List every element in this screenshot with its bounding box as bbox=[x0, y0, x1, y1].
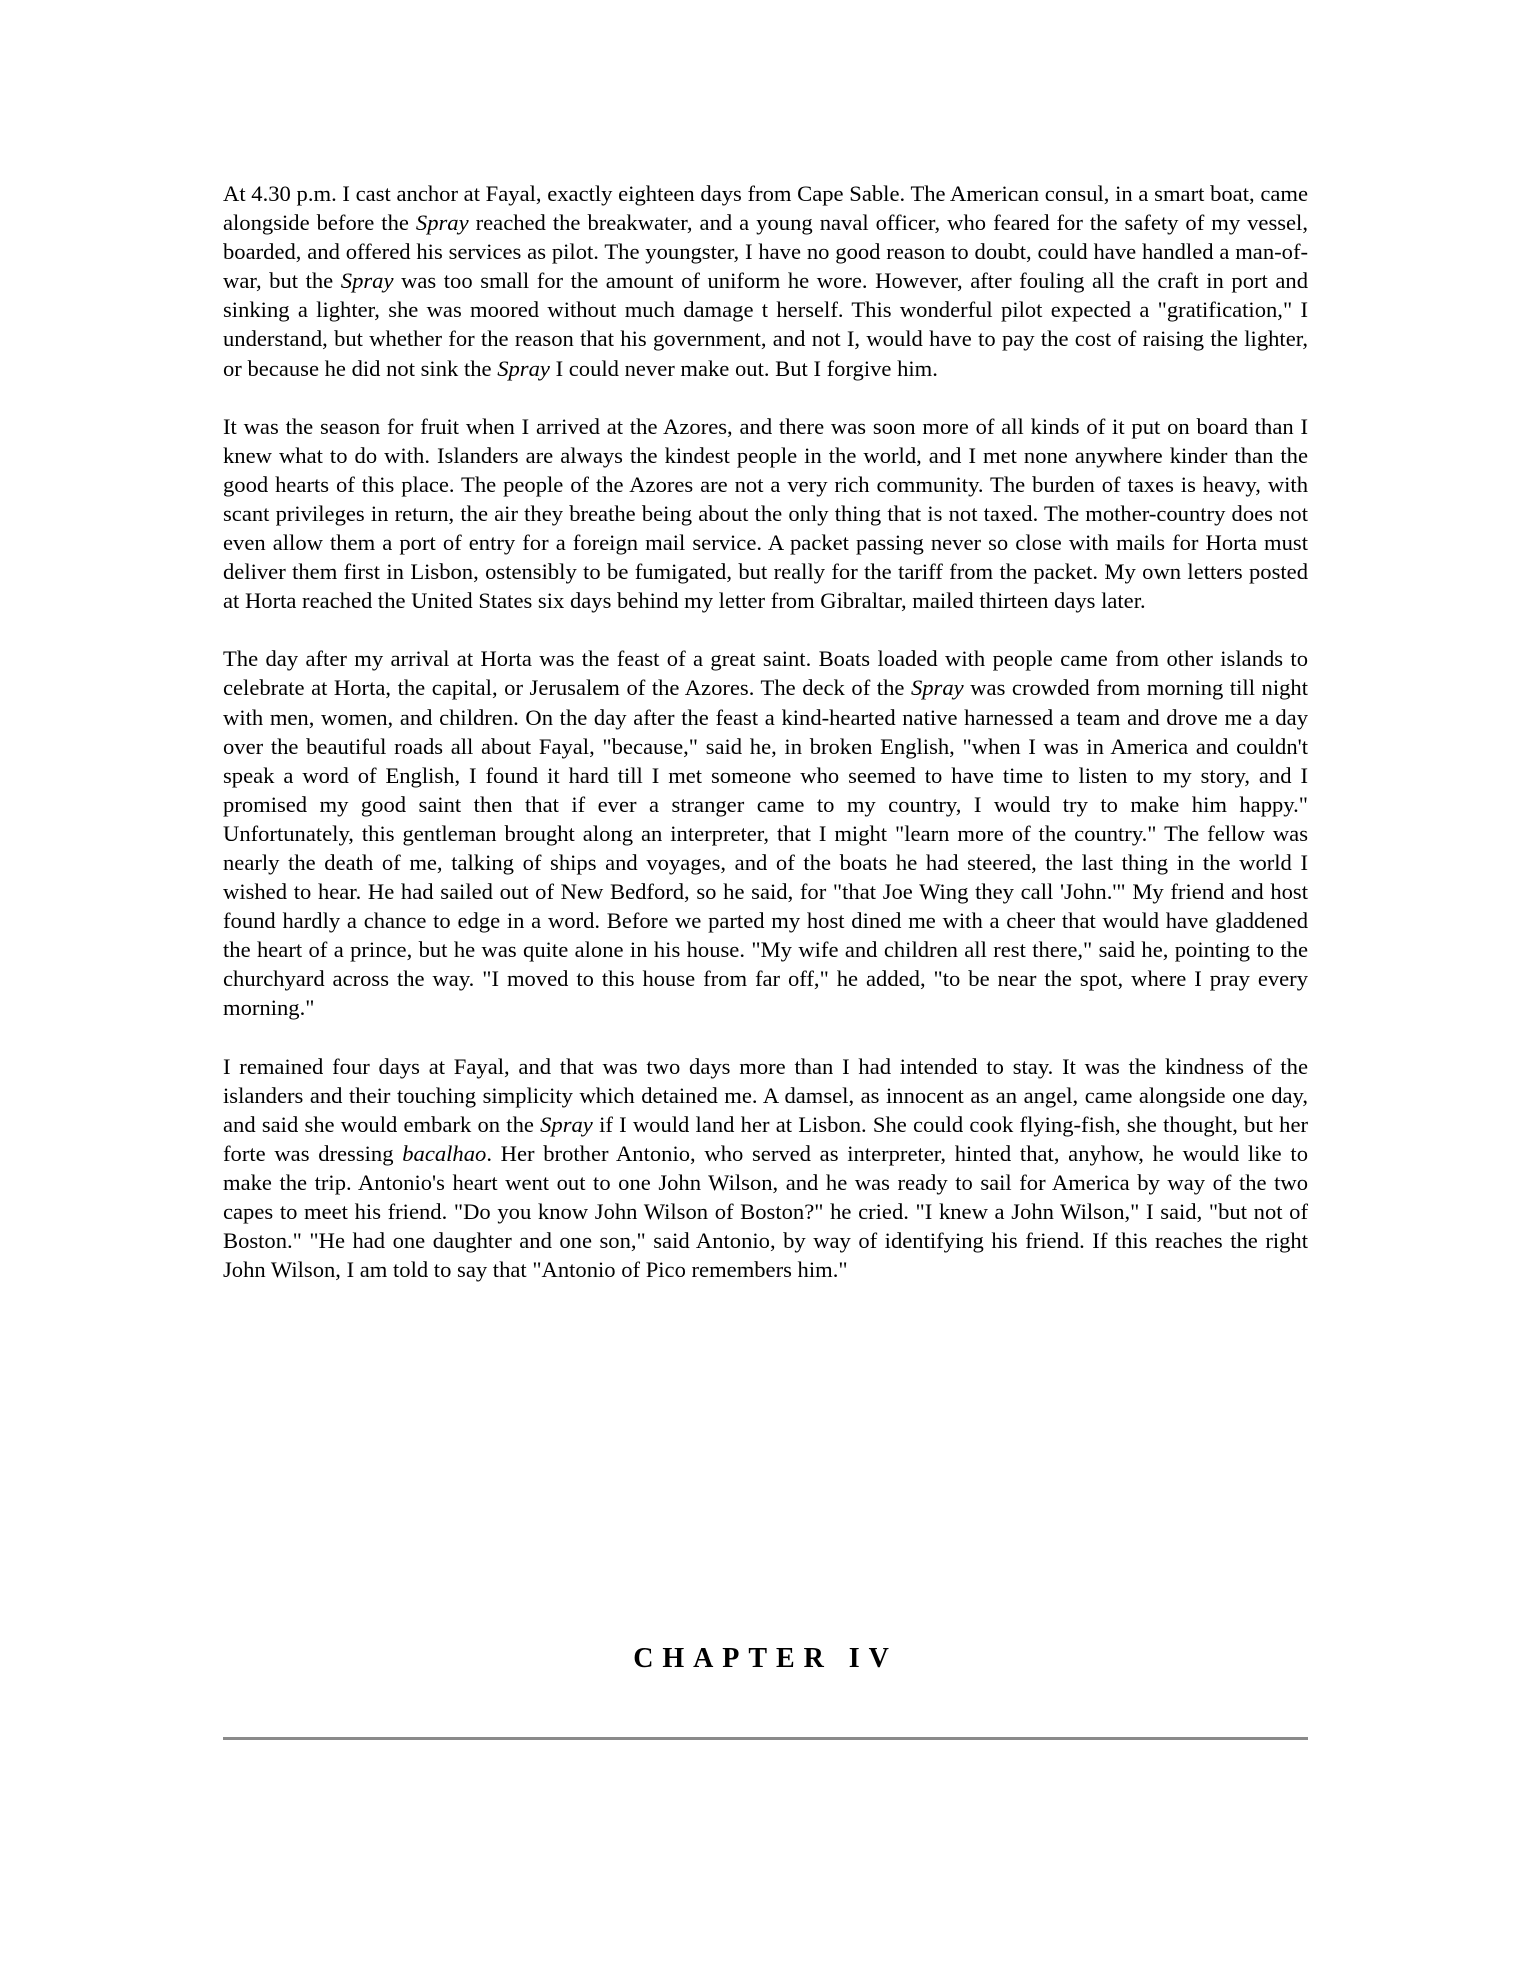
text-segment: if I would land her at Lisbon. She could cook flying-fish, she thought, but her forte was dressing bbox=[223, 1111, 1309, 1166]
text-segment: . Her brother Antonio, who served as interpreter, hinted that, anyhow, he would like to make the trip. Antonio's heart went out to one John Wilson, and he was ready to sail for America by way of the two capes to meet his friend. "Do you know John Wilson of Boston?" he cried. "I knew a John Wilson," I said, "but not of Boston." "He had one daughter and one son," said Antonio, by way of identifying his friend. If this reaches the right John Wilson, I am told to say that "Antonio of Pico remembers him." bbox=[223, 1140, 1308, 1283]
paragraph-feast-horta bbox=[223, 644, 1308, 1022]
text-segment: was too small for the amount of uniform he wore. However, after fouling all the craft in port and sinking a lighter, she was moored without much damage t herself. This wonderful pilot expected a "gratification," I understand, but whether for the reason that his government, and not I, would have to pay the cost of raising the lighter, or because he did not sink the bbox=[223, 268, 1308, 381]
italic-text: bacalhao bbox=[402, 1140, 487, 1166]
text-segment: I could never make out. But I forgive him. bbox=[549, 355, 938, 381]
document-body bbox=[223, 179, 1308, 1313]
italic-text: Spray bbox=[340, 268, 394, 294]
chapter-heading: CHAPTER IV bbox=[633, 1643, 898, 1674]
italic-text: Spray bbox=[415, 210, 469, 236]
paragraph-arrival-fayal bbox=[223, 179, 1308, 383]
text-segment: At 4.30 p.m. I cast anchor at Fayal, exactly eighteen days from Cape Sable. The American consul, in a smart boat, came alongside before the bbox=[223, 181, 1308, 236]
italic-text: Spray bbox=[910, 675, 964, 701]
text-segment: was crowded from morning till night with men, women, and children. On the day after the feast a kind-hearted native harnessed a team and drove me a day over the beautiful roads all about Fayal, "because," said he, in broken English, "when I was in America and couldn't speak a word of English, I found it hard till I met someone who seemed to have time to listen to my story, and I promised my good saint then that if ever a stranger came to my country, I would try to make him happy." Unfortunately, this gentleman brought along an interpreter, that I might "learn more of the country." The fellow was nearly the death of me, talking of ships and voyages, and of the boats he had steered, the last thing in the world I wished to hear. He had sailed out of New Bedford, so he said, for "that Joe Wing they call 'John.'" My friend and host found hardly a chance to edge in a word. Before we parted my host dined me with a cheer that would have gladdened the heart of a prince, but he was quite alone in his house. "My wife and children all rest there," said he, pointing to the churchyard across the way. "I moved to this house from far off," he added, "to be near the spot, where I pray every morning." bbox=[223, 675, 1308, 1021]
text-segment: I remained four days at Fayal, and that was two days more than I had intended to stay. It was the kindness of the islanders and their touching simplicity which detained me. A damsel, as innocent as an angel, came alongside one day, and said she would embark on the bbox=[223, 1053, 1308, 1137]
text-segment: The day after my arrival at Horta was the feast of a great saint. Boats loaded with people came from other islands to celebrate at Horta, the capital, or Jerusalem of the Azores. The deck of the bbox=[223, 646, 1308, 701]
italic-text: Spray bbox=[540, 1111, 593, 1137]
text-segment: reached the breakwater, and a young naval officer, who feared for the safety of my vessel, boarded, and offered his services as pilot. The youngster, I have no good reason to doubt, could have handled a man-of-war, but the bbox=[223, 210, 1308, 294]
paragraph-four-days-fayal bbox=[223, 1052, 1308, 1285]
text-segment: It was the season for fruit when I arrived at the Azores, and there was soon more of all kinds of it put on board than I knew what to do with. Islanders are always the kindest people in the world, and I met none anywhere kinder than the good hearts of this place. The people of the Azores are not a very rich community. The burden of taxes is heavy, with scant privileges in return, the air they breathe being about the only thing that is not taxed. The mother-country does not even allow them a port of entry for a foreign mail service. A packet passing never so close with mails for Horta must deliver them first in Lisbon, ostensibly to be fumigated, but really for the tariff from the packet. My own letters posted at Horta reached the United States six days behind my letter from Gibraltar, mailed thirteen days later. bbox=[223, 413, 1308, 614]
paragraph-azores-fruit bbox=[223, 412, 1308, 616]
horizontal-rule bbox=[223, 1737, 1308, 1740]
italic-text: Spray bbox=[497, 355, 550, 381]
